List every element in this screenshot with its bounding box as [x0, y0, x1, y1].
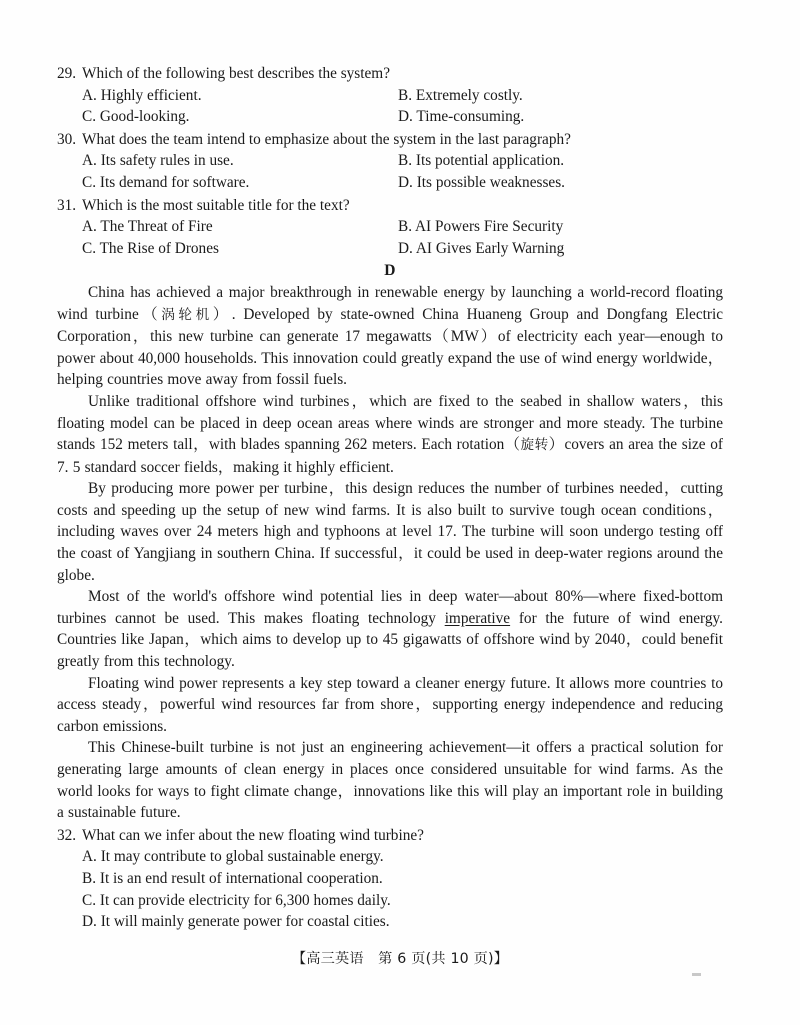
- question-31-stem: [57, 195, 723, 217]
- question-29-options-row-2: [57, 106, 723, 128]
- question-29-option-d[interactable]: D. Time-consuming.: [398, 108, 525, 126]
- question-32-option-c[interactable]: C. It can provide electricity for 6,300 homes daily.: [82, 891, 391, 909]
- question-31-number: 31.: [57, 196, 77, 214]
- question-29-number: 29.: [57, 65, 77, 82]
- scan-artifact: [692, 973, 701, 976]
- passage-paragraph-1-gloss-turbine: 涡轮机: [161, 306, 213, 323]
- question-30-stem: [57, 129, 723, 151]
- question-29-options-row-1: [57, 85, 723, 107]
- question-29-option-b[interactable]: B. Extremely costly.: [398, 86, 523, 104]
- question-29-option-c[interactable]: C. Good-looking.: [82, 108, 190, 126]
- question-32-number: 32.: [57, 826, 77, 844]
- passage-paragraph-1-part1: China has achieved a major breakthrough in renewable energy by launching a world-record floating wind turbine（: [57, 283, 723, 323]
- passage-paragraph-2-part2: ）covers an area the size of 7. 5 standard soccer fields，making it highly efficient.: [57, 436, 723, 476]
- question-31-text: Which is the most suitable title for the text?: [82, 196, 350, 214]
- passage-paragraph-6: This Chinese-built turbine is not just an engineering achievement—it offers a practical solution for generating large amounts of clean energy in places once considered unsuitable for wind farms. As the world looks for ways to fight climate change，innovations like this will play an important role in building a sustainable future.: [57, 739, 723, 822]
- question-32: [57, 825, 723, 933]
- question-29: [57, 63, 723, 128]
- passage-paragraph-2-part1: Unlike traditional offshore wind turbines，which are fixed to the seabed in shallow waters，this floating model can be placed in deep ocean areas where winds are stronger and more steady. The turbine stands 152 meters tall，with blades spanning 262 meters. Each rotation（: [57, 392, 723, 454]
- question-32-option-d[interactable]: D. It will mainly generate power for coastal cities.: [82, 913, 390, 931]
- question-29-option-a[interactable]: A. Highly efficient.: [82, 86, 202, 104]
- question-32-text: What can we infer about the new floating wind turbine?: [82, 826, 424, 844]
- question-32-stem: [57, 825, 723, 847]
- question-30-number: 30.: [57, 130, 77, 148]
- passage-paragraph-2-gloss-rotation: 旋转: [520, 437, 549, 454]
- question-31: [57, 195, 723, 260]
- passage-paragraph-1-part2: ）. Developed by state-owned China Huaneng Group and Dongfang Electric Corporation，this new turbine can generate 17 megawatts（MW）of electricity each year—enough to power about 40,000 households. This innovation could greatly expand the use of wind energy worldwide，helping countries move away from fossil fuels.: [57, 305, 723, 389]
- passage-underlined-word-imperative: imperative: [444, 609, 511, 627]
- question-29-stem: [57, 63, 723, 85]
- question-31-option-d[interactable]: D. AI Gives Early Warning: [398, 239, 565, 257]
- question-31-options-row-1: [57, 216, 723, 238]
- question-31-option-b[interactable]: B. AI Powers Fire Security: [398, 218, 564, 236]
- question-31-option-a[interactable]: A. The Threat of Fire: [82, 218, 213, 236]
- question-30-text: What does the team intend to emphasize about the system in the last paragraph?: [82, 130, 571, 148]
- question-30-option-c[interactable]: C. Its demand for software.: [82, 173, 250, 191]
- page-content: [57, 62, 723, 933]
- question-32-option-b[interactable]: B. It is an end result of international cooperation.: [82, 869, 383, 887]
- question-30-option-d[interactable]: D. Its possible weaknesses.: [398, 173, 565, 191]
- question-30: [57, 129, 723, 194]
- passage-paragraph-2: [57, 391, 723, 478]
- question-32-option-a[interactable]: A. It may contribute to global sustainable energy.: [82, 848, 384, 866]
- question-30-option-b[interactable]: B. Its potential application.: [398, 152, 565, 170]
- question-30-option-a[interactable]: A. Its safety rules in use.: [82, 152, 234, 170]
- question-30-options-row-1: [57, 150, 723, 172]
- passage-paragraph-1: [57, 282, 723, 391]
- question-31-options-row-2: [57, 238, 723, 260]
- passage-paragraph-5: Floating wind power represents a key step toward a cleaner energy future. It allows more countries to access steady，powerful wind resources far from shore，supporting energy independence and reducing carbon emissions.: [57, 674, 723, 735]
- passage-paragraph-4-part2: for the future of wind energy. Countries like Japan，which aims to develop up to 45 gigawatts of offshore wind by 2040，could benefit greatly from this technology.: [57, 609, 723, 671]
- passage-label-d: D: [384, 262, 396, 280]
- question-31-option-c[interactable]: C. The Rise of Drones: [82, 239, 219, 257]
- passage-paragraph-4: [57, 586, 723, 672]
- passage-paragraph-4-part1: Most of the world's offshore wind potential lies in deep water—about 80%—where fixed-bottom turbines cannot be used. This makes floating technology: [57, 588, 723, 627]
- question-29-text: Which of the following best describes the system?: [82, 65, 390, 82]
- passage-paragraph-3: By producing more power per turbine，this design reduces the number of turbines needed，cutting costs and speeding up the setup of new wind farms. It is also built to survive tough ocean conditions，including waves over 24 meters high and typhoons at level 17. The turbine will soon undergo testing off the coast of Yangjiang in southern China. If successful，it could be used in deep-water regions around the globe.: [57, 480, 723, 584]
- question-30-options-row-2: [57, 172, 723, 194]
- page-footer: 【高三英语 第 6 页(共 10 页)】: [291, 951, 509, 967]
